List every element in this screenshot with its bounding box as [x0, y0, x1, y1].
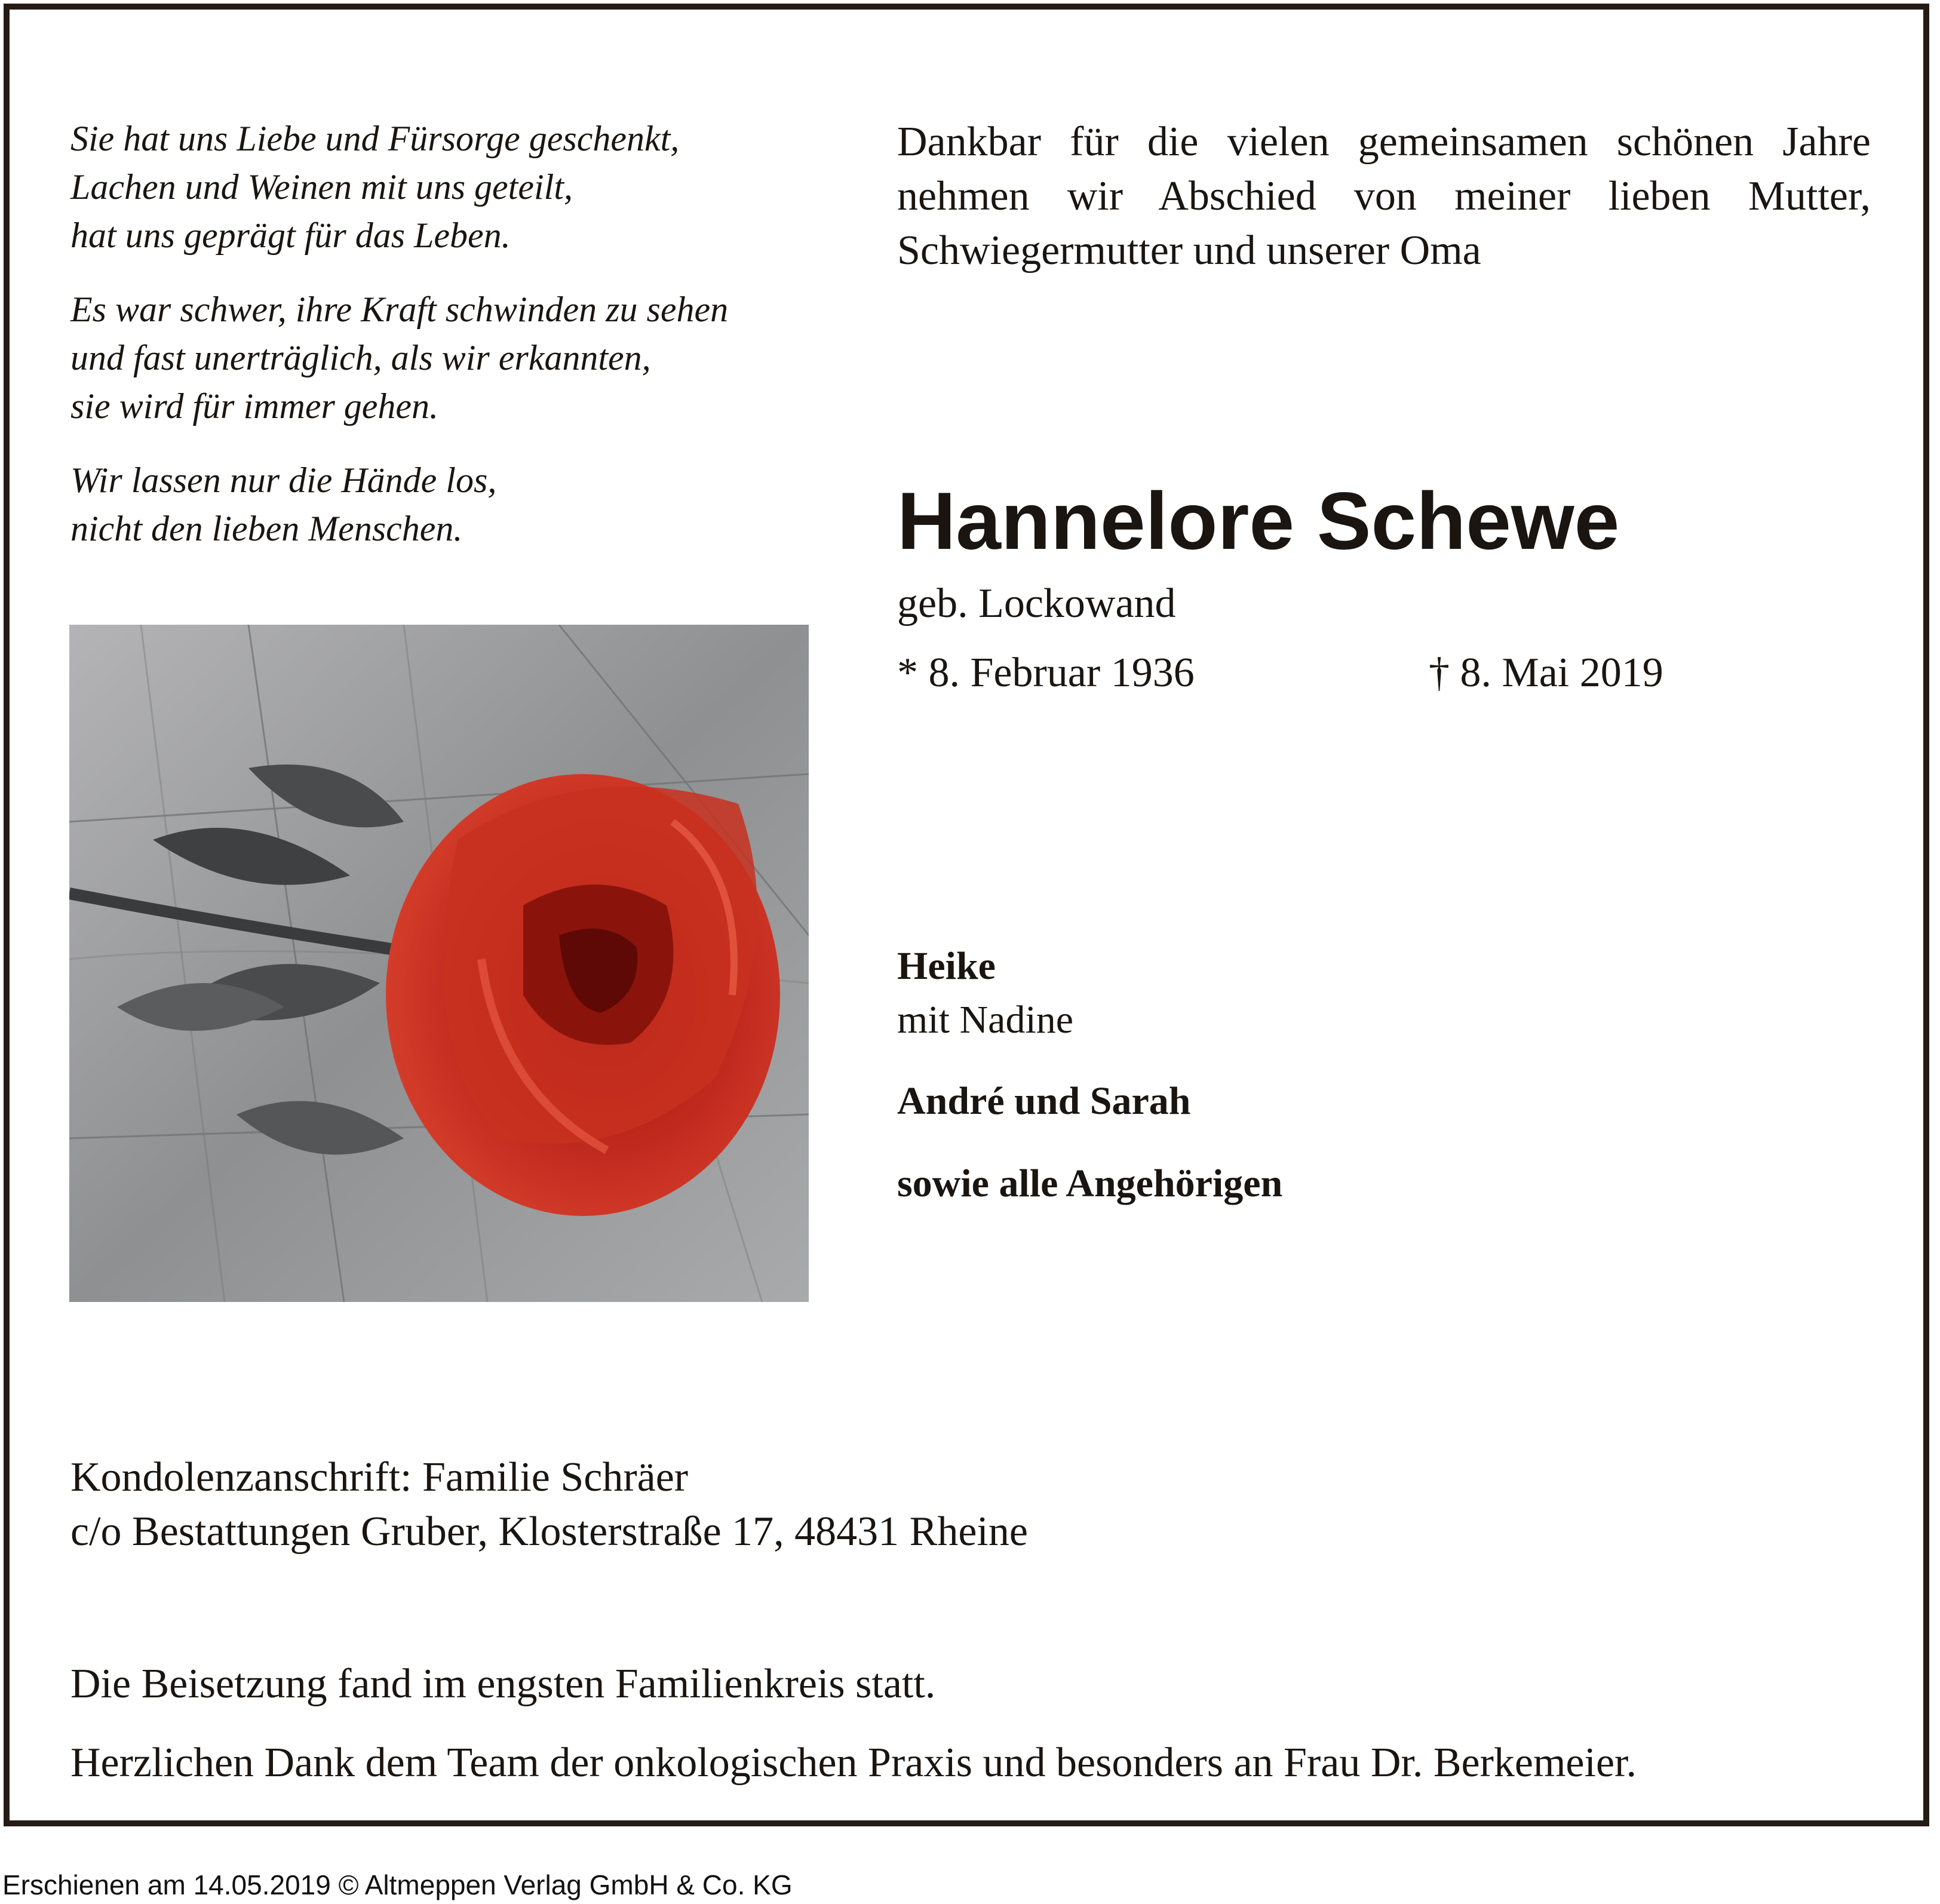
- rose-photo: [69, 625, 809, 1302]
- poem-line: hat uns geprägt für das Leben.: [70, 216, 511, 255]
- poem-stanza-2: [70, 285, 877, 431]
- rose-bloom: [386, 774, 780, 1216]
- birth-date: * 8. Februar 1936: [897, 650, 1195, 696]
- family-andre-sarah: André und Sarah: [897, 1079, 1191, 1123]
- death-date: † 8. Mai 2019: [1429, 650, 1663, 696]
- burial-note: Die Beisetzung fand im engsten Familienkreis statt.: [70, 1661, 936, 1707]
- poem-line: Wir lassen nur die Hände los,: [70, 460, 497, 500]
- poem-line: Lachen und Weinen mit uns geteilt,: [70, 167, 573, 207]
- family-heike-with: mit Nadine: [897, 998, 1074, 1042]
- publication-footer: Erschienen am 14.05.2019 © Altmeppen Verlag GmbH & Co. KG: [2, 1869, 793, 1900]
- intro-text: [897, 115, 1871, 278]
- thanks-note: Herzlichen Dank dem Team der onkologischen Praxis und besonders an Frau Dr. Berkemeier.: [70, 1740, 1637, 1786]
- poem-stanza-3: [70, 456, 877, 553]
- poem-line: Es war schwer, ihre Kraft schwinden zu sehen: [70, 290, 729, 329]
- poem: [70, 115, 877, 579]
- condolence-line-1: Kondolenzanschrift: Familie Schräer: [70, 1454, 689, 1500]
- poem-stanza-1: [70, 115, 877, 260]
- poem-line: Sie hat uns Liebe und Fürsorge geschenkt,: [70, 119, 680, 158]
- family-relatives: sowie alle Angehörigen: [897, 1162, 1283, 1205]
- intro-line: nehmen wir Abschied von meiner lieben Mutter,: [897, 173, 1871, 219]
- closing-notes: [70, 1645, 1637, 1802]
- poem-line: und fast unerträglich, als wir erkannten,: [70, 338, 651, 377]
- maiden-name: geb. Lockowand: [897, 581, 1176, 627]
- poem-line: nicht den lieben Menschen.: [70, 509, 463, 548]
- poem-line: sie wird für immer gehen.: [70, 386, 439, 426]
- condolence-line-2: c/o Bestattungen Gruber, Klosterstraße 17, 48431 Rheine: [70, 1509, 1028, 1555]
- deceased-name: Hannelore Schewe: [897, 475, 1620, 566]
- condolence-address: [70, 1450, 1028, 1559]
- intro-line: Dankbar für die vielen gemeinsamen schönen Jahre: [897, 119, 1871, 165]
- intro-line: Schwiegermutter und unserer Oma: [897, 228, 1481, 274]
- family-heike: Heike: [897, 944, 996, 988]
